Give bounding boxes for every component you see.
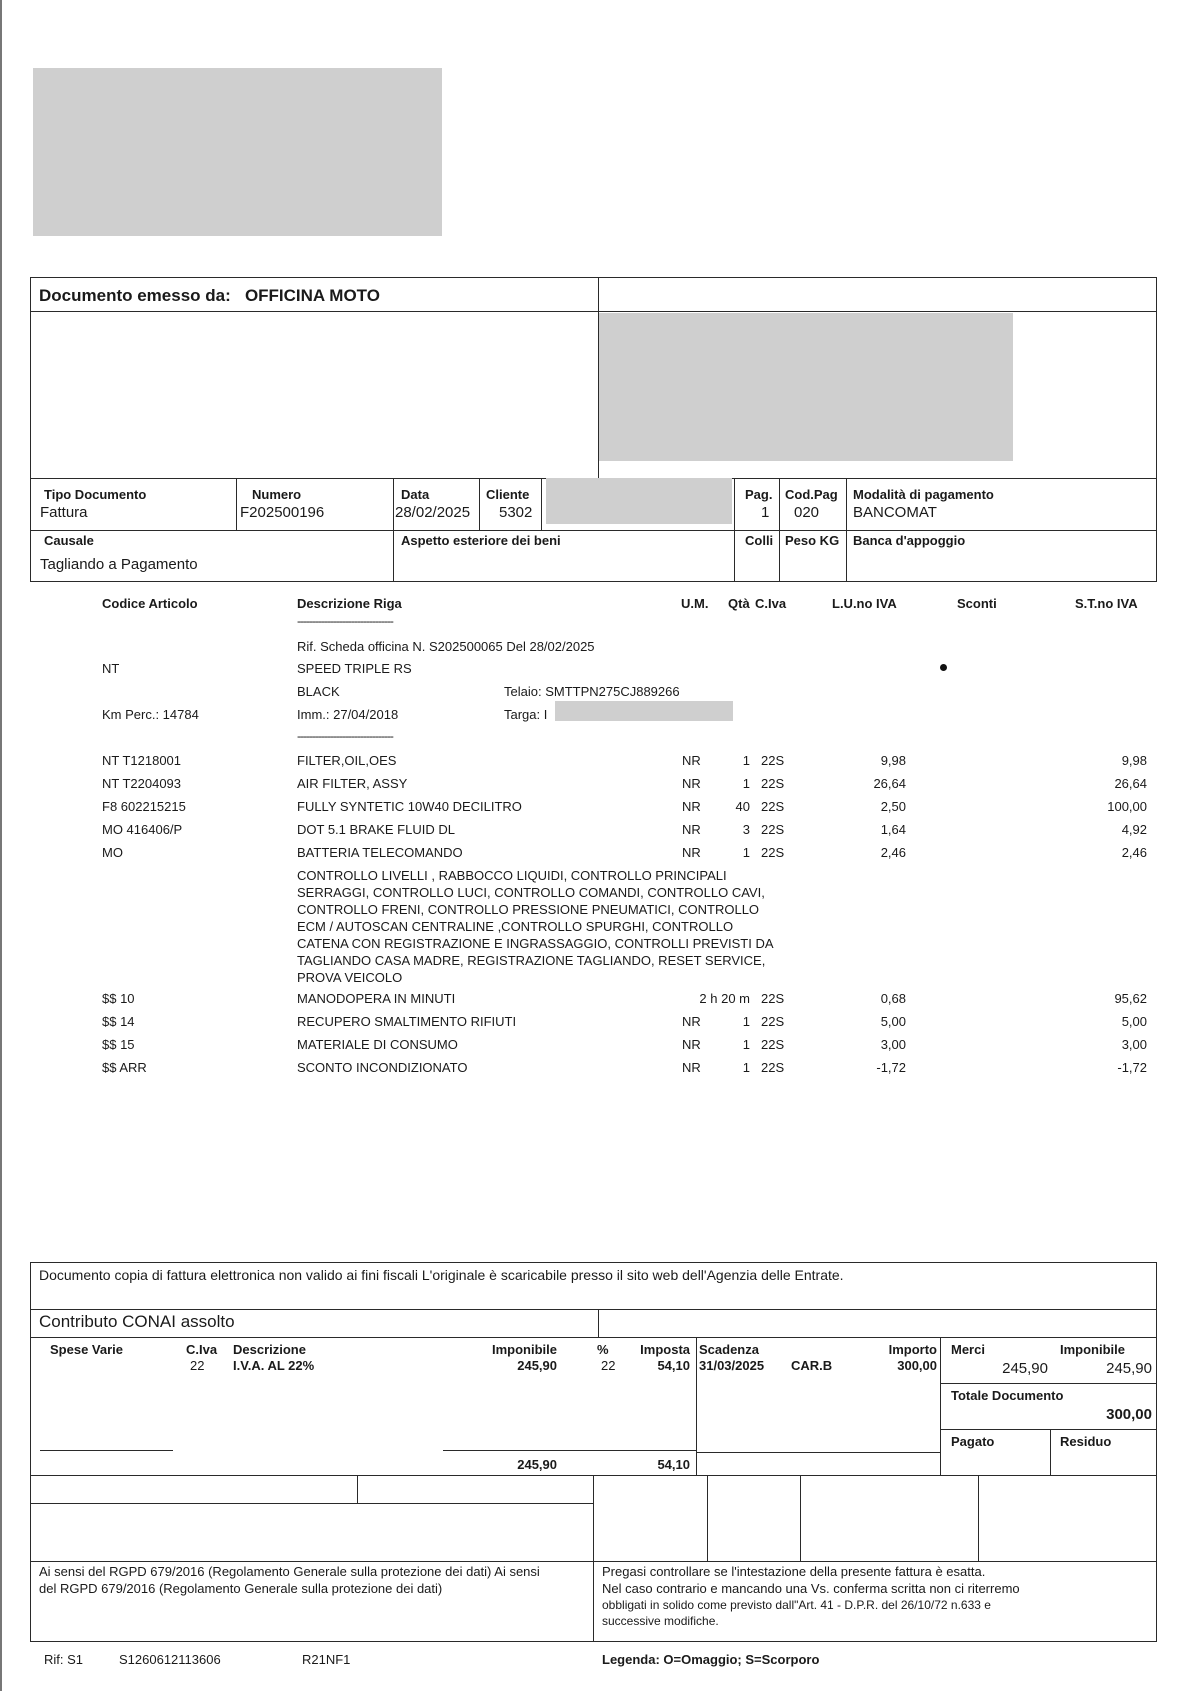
issuer-name: OFFICINA MOTO bbox=[244, 286, 380, 305]
item-um: NR bbox=[682, 799, 701, 814]
perc-label: % bbox=[597, 1342, 609, 1357]
item-qty: 3 bbox=[742, 822, 750, 837]
page-left-edge bbox=[0, 0, 2, 1691]
imposta-label: Imposta bbox=[640, 1342, 690, 1357]
imponibile-label: Imponibile bbox=[492, 1342, 557, 1357]
check-note-line: Nel caso contrario e mancando una Vs. conferma scritta non ci riterremo bbox=[602, 1581, 1020, 1596]
item-um: NR bbox=[682, 1037, 701, 1052]
item-um: NR bbox=[682, 776, 701, 791]
redacted-logo bbox=[33, 68, 442, 236]
item-lu: 2,50 bbox=[880, 799, 906, 814]
item-code: NT T2204093 bbox=[102, 776, 182, 791]
item-st: 5,00 bbox=[1121, 1014, 1147, 1029]
redacted-customer-address bbox=[599, 313, 1013, 461]
imposta-value: 54,10 bbox=[657, 1358, 690, 1373]
residuo-label: Residuo bbox=[1060, 1434, 1112, 1449]
bullet-dot bbox=[940, 664, 947, 671]
item-code: NT T1218001 bbox=[102, 753, 182, 768]
cliente-value: 5302 bbox=[499, 504, 533, 521]
item-um: NR bbox=[682, 1060, 701, 1075]
item-qty: 1 bbox=[742, 1037, 750, 1052]
col-lu: L.U.no IVA bbox=[832, 596, 897, 611]
tipo-documento-value: Fattura bbox=[40, 504, 88, 521]
item-qty: 1 bbox=[742, 1060, 750, 1075]
item-code: $$ 14 bbox=[102, 1014, 135, 1029]
item-iva: 22S bbox=[761, 822, 785, 837]
scadenza-value: 31/03/2025 bbox=[699, 1358, 765, 1373]
work-line: CONTROLLO FRENI, CONTROLLO PRESSIONE PNEUMATICI, CONTROLLO bbox=[297, 902, 760, 917]
work-line: CONTROLLO LIVELLI , RABBOCCO LIQUIDI, CONTROLLO PRINCIPALI bbox=[297, 868, 727, 883]
item-um: NR bbox=[682, 822, 701, 837]
rif-label: Rif: S1 bbox=[44, 1652, 84, 1667]
totale-documento-value: 300,00 bbox=[1106, 1406, 1152, 1423]
col-civa: C.Iva bbox=[755, 596, 787, 611]
item-qty: 2 h 20 m bbox=[699, 991, 750, 1006]
check-note-line: Pregasi controllare se l'intestazione della presente fattura è esatta. bbox=[602, 1564, 986, 1579]
item-qty: 1 bbox=[742, 845, 750, 860]
rif-code-2: R21NF1 bbox=[302, 1652, 351, 1667]
item-lu: -1,72 bbox=[876, 1060, 906, 1075]
importo-value: 300,00 bbox=[897, 1358, 937, 1373]
numero-value: F202500196 bbox=[240, 504, 325, 521]
item-code: MO bbox=[102, 845, 123, 860]
pag-value: 1 bbox=[761, 504, 770, 521]
item-qty: 1 bbox=[742, 753, 750, 768]
codpag-value: 020 bbox=[794, 504, 820, 521]
work-line: TAGLIANDO CASA MADRE, REGISTRAZIONE TAGLIANDO, RESET SERVICE, bbox=[297, 953, 766, 968]
item-desc: MANODOPERA IN MINUTI bbox=[297, 991, 456, 1006]
work-line: CATENA CON REGISTRAZIONE E INGRASSAGGIO, CONTROLLI PREVISTI DA bbox=[297, 936, 774, 951]
item-st: -1,72 bbox=[1117, 1060, 1147, 1075]
vehicle-model: SPEED TRIPLE RS bbox=[297, 661, 412, 676]
conai-note: Contributo CONAI assolto bbox=[39, 1312, 235, 1331]
item-um: NR bbox=[682, 1014, 701, 1029]
check-note-line: obbligati in solido come previsto dall"Art. 41 - D.P.R. del 26/10/72 n.633 e bbox=[602, 1598, 991, 1612]
item-st: 2,46 bbox=[1121, 845, 1147, 860]
item-lu: 9,98 bbox=[880, 753, 906, 768]
data-label: Data bbox=[401, 487, 430, 502]
importo-label: Importo bbox=[888, 1342, 937, 1357]
col-st: S.T.no IVA bbox=[1075, 596, 1138, 611]
item-code: $$ 15 bbox=[102, 1037, 135, 1052]
col-sconti: Sconti bbox=[957, 596, 997, 611]
item-st: 4,92 bbox=[1121, 822, 1147, 837]
item-lu: 26,64 bbox=[873, 776, 906, 791]
colli-label: Colli bbox=[745, 533, 774, 548]
rif-scheda: Rif. Scheda officina N. S202500065 Del 28/02/2025 bbox=[297, 639, 595, 654]
item-code: MO 416406/P bbox=[102, 822, 183, 837]
vehicle-color: BLACK bbox=[297, 684, 340, 699]
item-iva: 22S bbox=[761, 799, 785, 814]
col-descrizione: Descrizione Riga bbox=[297, 596, 402, 611]
civa-value: 22 bbox=[190, 1358, 205, 1373]
item-desc: FILTER,OIL,OES bbox=[297, 753, 397, 768]
item-code: $$ ARR bbox=[102, 1060, 147, 1075]
rif-code: S1260612113606 bbox=[119, 1652, 221, 1667]
aspetto-label: Aspetto esteriore dei beni bbox=[401, 533, 561, 548]
item-desc: BATTERIA TELECOMANDO bbox=[297, 845, 463, 860]
item-lu: 3,00 bbox=[880, 1037, 906, 1052]
vehicle-code: NT bbox=[102, 661, 120, 676]
item-iva: 22S bbox=[761, 776, 785, 791]
pag-label: Pag. bbox=[745, 487, 773, 502]
numero-label: Numero bbox=[252, 487, 302, 502]
scadenza-type: CAR.B bbox=[791, 1358, 833, 1373]
item-code: F8 602215215 bbox=[102, 799, 186, 814]
item-lu: 1,64 bbox=[880, 822, 906, 837]
item-iva: 22S bbox=[761, 1060, 785, 1075]
col-um: U.M. bbox=[681, 596, 709, 611]
banca-label: Banca d'appoggio bbox=[853, 533, 966, 548]
dash-separator: -------------------------------- bbox=[297, 614, 393, 628]
scadenza-label: Scadenza bbox=[699, 1342, 759, 1357]
item-st: 95,62 bbox=[1114, 991, 1147, 1006]
item-qty: 40 bbox=[735, 799, 750, 814]
item-um: NR bbox=[682, 753, 701, 768]
col-codice: Codice Articolo bbox=[102, 596, 198, 611]
dash-separator: -------------------------------- bbox=[297, 729, 393, 743]
sum-imposta: 54,10 bbox=[657, 1457, 690, 1472]
item-lu: 0,68 bbox=[880, 991, 906, 1006]
work-line: ECM / AUTOSCAN CENTRALINE ,CONTROLLO SPURGHI, CONTROLLO bbox=[297, 919, 734, 934]
descrizione-label: Descrizione bbox=[233, 1342, 306, 1357]
merci-label: Merci bbox=[951, 1342, 985, 1357]
totale-documento-label: Totale Documento bbox=[951, 1388, 1064, 1403]
pagato-label: Pagato bbox=[951, 1434, 995, 1449]
work-line: SERRAGGI, CONTROLLO LUCI, CONTROLLO COMANDI, CONTROLLO CAVI, bbox=[297, 885, 765, 900]
codpag-label: Cod.Pag bbox=[785, 487, 838, 502]
item-desc: MATERIALE DI CONSUMO bbox=[297, 1037, 458, 1052]
data-value: 28/02/2025 bbox=[395, 504, 471, 521]
causale-label: Causale bbox=[44, 533, 94, 548]
civa-label: C.Iva bbox=[186, 1342, 218, 1357]
imponibile-total-value: 245,90 bbox=[1106, 1360, 1152, 1377]
privacy-line: del RGPD 679/2016 (Regolamento Generale sulla protezione dei dati) bbox=[39, 1581, 443, 1596]
sum-imponibile: 245,90 bbox=[517, 1457, 557, 1472]
cliente-label: Cliente bbox=[486, 487, 530, 502]
item-desc: RECUPERO SMALTIMENTO RIFIUTI bbox=[297, 1014, 517, 1029]
item-st: 3,00 bbox=[1121, 1037, 1147, 1052]
modalita-label: Modalità di pagamento bbox=[853, 487, 994, 502]
modalita-value: BANCOMAT bbox=[853, 504, 937, 521]
merci-value: 245,90 bbox=[1002, 1360, 1048, 1377]
item-code: $$ 10 bbox=[102, 991, 135, 1006]
item-iva: 22S bbox=[761, 845, 785, 860]
item-lu: 2,46 bbox=[880, 845, 906, 860]
imponibile-value: 245,90 bbox=[517, 1358, 557, 1373]
item-desc: AIR FILTER, ASSY bbox=[297, 776, 408, 791]
legenda: Legenda: O=Omaggio; S=Scorporo bbox=[602, 1652, 820, 1667]
item-st: 100,00 bbox=[1107, 799, 1147, 814]
causale-value: Tagliando a Pagamento bbox=[40, 556, 198, 573]
check-note-line: successive modifiche. bbox=[602, 1614, 719, 1628]
tipo-documento-label: Tipo Documento bbox=[44, 487, 147, 502]
item-iva: 22S bbox=[761, 1037, 785, 1052]
issued-by: Documento emesso da: OFFICINA MOTO bbox=[39, 286, 380, 305]
item-desc: SCONTO INCONDIZIONATO bbox=[297, 1060, 468, 1075]
work-line: PROVA VEICOLO bbox=[297, 970, 403, 985]
item-iva: 22S bbox=[761, 1014, 785, 1029]
item-iva: 22S bbox=[761, 991, 785, 1006]
descrizione-value: I.V.A. AL 22% bbox=[233, 1358, 315, 1373]
peso-label: Peso KG bbox=[785, 533, 840, 548]
col-qta: Qtà bbox=[728, 596, 750, 611]
item-st: 9,98 bbox=[1121, 753, 1147, 768]
item-st: 26,64 bbox=[1114, 776, 1147, 791]
item-lu: 5,00 bbox=[880, 1014, 906, 1029]
item-qty: 1 bbox=[742, 776, 750, 791]
item-desc: DOT 5.1 BRAKE FLUID DL bbox=[297, 822, 455, 837]
vehicle-imm: Imm.: 27/04/2018 bbox=[297, 707, 399, 722]
vehicle-telaio: Telaio: SMTTPN275CJ889266 bbox=[504, 684, 680, 699]
imponibile-total-label: Imponibile bbox=[1060, 1342, 1125, 1357]
vehicle-km: Km Perc.: 14784 bbox=[102, 707, 199, 722]
item-iva: 22S bbox=[761, 753, 785, 768]
item-qty: 1 bbox=[742, 1014, 750, 1029]
redacted-targa bbox=[555, 701, 733, 721]
item-um: NR bbox=[682, 845, 701, 860]
spese-varie-label: Spese Varie bbox=[50, 1342, 123, 1357]
privacy-line: Ai sensi del RGPD 679/2016 (Regolamento Generale sulla protezione dei dati) Ai sensi bbox=[39, 1564, 540, 1579]
redacted-customer-name bbox=[546, 478, 732, 524]
fiscal-notice: Documento copia di fattura elettronica non valido ai fini fiscali L'originale è scaricabile presso il sito web dell'Agenzia delle Entrate. bbox=[39, 1267, 844, 1283]
item-desc: FULLY SYNTETIC 10W40 DECILITRO bbox=[297, 799, 522, 814]
perc-value: 22 bbox=[601, 1358, 616, 1373]
vehicle-targa: Targa: I bbox=[504, 707, 548, 722]
